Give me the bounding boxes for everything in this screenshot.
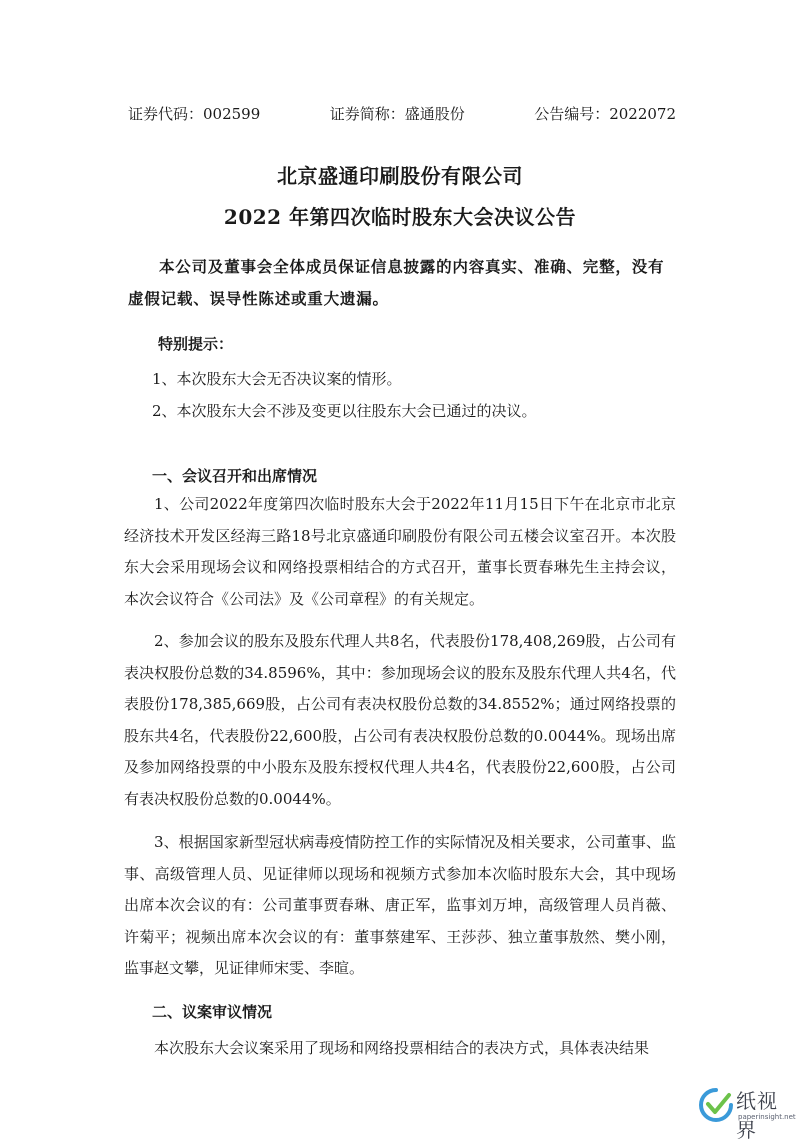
security-code: 证券代码：002599 bbox=[128, 105, 261, 123]
section-2-paragraph: 本次股东大会议案采用了现场和网络投票相结合的表决方式，具体表决结果 bbox=[154, 1039, 650, 1057]
notice-number: 公告编号：2022072 bbox=[534, 105, 676, 123]
section-1-paragraph-2: 2、参加会议的股东及股东代理人共8名，代表股份178,408,269股，占公司有表决权股份总数的34.8596%，其中：参加现场会议的股东及股东代理人共4名，代表股份178,385,669股，占公司有表决权股份总数的34.8552%；通过网络投票的股东共4名，代表股份22,600股，占公司有表决权股份总数的0.0044%。现场出席及参加网络投票的中小股东及股东授权代理人共4名，代表股份22,600股，占公司有表决权股份总数的0.0044%。 bbox=[124, 632, 676, 808]
section-2-heading: 二、议案审议情况 bbox=[152, 1003, 273, 1021]
watermark bbox=[698, 1083, 798, 1142]
watermark-subtext: paperinsight.net bbox=[738, 1113, 796, 1121]
watermark-text: 纸视界 bbox=[736, 1089, 778, 1142]
check-circle-logo-icon bbox=[698, 1087, 734, 1123]
section-1-heading: 一、会议召开和出席情况 bbox=[152, 467, 318, 485]
notice-title: 2022 年第四次临时股东大会决议公告 bbox=[223, 205, 577, 229]
board-statement: 本公司及董事会全体成员保证信息披露的内容真实、准确、完整，没有虚假记载、误导性陈述或重大遗漏。 bbox=[128, 257, 665, 308]
tip-item-2: 2、本次股东大会不涉及变更以往股东大会已通过的决议。 bbox=[152, 402, 537, 420]
company-title: 北京盛通印刷股份有限公司 bbox=[277, 164, 523, 188]
section-1-paragraph-1: 1、公司2022年度第四次临时股东大会于2022年11月15日下午在北京市北京经济技术开发区经海三路18号北京盛通印刷股份有限公司五楼会议室召开。本次股东大会采用现场会议和网络投票相结合的方式召开，董事长贾春琳先生主持会议，本次会议符合《公司法》及《公司章程》的有关规定。 bbox=[124, 495, 676, 608]
section-1-paragraph-3: 3、根据国家新型冠状病毒疫情防控工作的实际情况及相关要求，公司董事、监事、高级管理人员、见证律师以现场和视频方式参加本次临时股东大会，其中现场出席本次会议的有：公司董事贾春琳、唐正军，监事刘万坤，高级管理人员肖薇、许菊平；视频出席本次会议的有：董事蔡建军、王莎莎、独立董事敖然、樊小刚，监事赵文攀，见证律师宋雯、李暄。 bbox=[124, 833, 676, 977]
tips-heading: 特别提示： bbox=[158, 335, 234, 353]
tip-item-1: 1、本次股东大会无否决议案的情形。 bbox=[152, 370, 402, 388]
document-header bbox=[128, 103, 676, 124]
security-short-name: 证券简称：盛通股份 bbox=[329, 105, 465, 123]
